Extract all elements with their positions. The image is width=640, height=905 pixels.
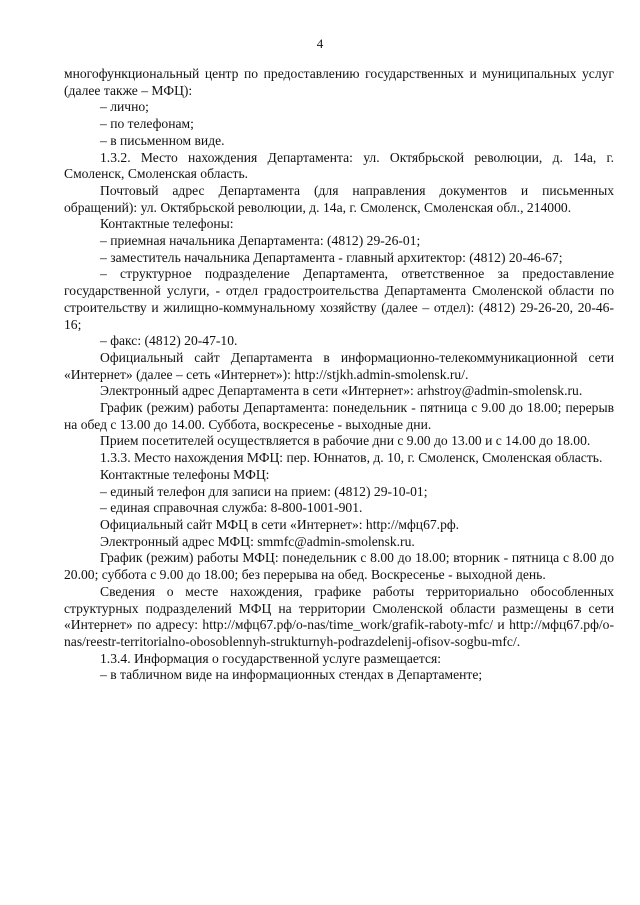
list-item-info-stands: – в табличном виде на информационных стендах в Департаменте;	[100, 667, 483, 683]
paragraph-mfc-location: 1.3.3. Место нахождения МФЦ: пер. Юннатов, д. 10, г. Смоленск, Смоленская область.	[100, 450, 603, 466]
list-item-department-unit: – структурное подразделение Департамента, ответственное за предоставление государственной услуги, - отдел градостроительства Департамента Смоленской области по строительству и жилищно-коммунальному хозяйству (далее – отдел): (4812) 29-26-20, 20-46-16;	[64, 266, 614, 332]
list-item-mfc-helpline: – единая справочная служба: 8-800-1001-901.	[100, 500, 363, 516]
list-item-written: – в письменном виде.	[100, 132, 225, 148]
document-body	[64, 66, 614, 684]
paragraph-mfc-phones-heading: Контактные телефоны МФЦ:	[100, 466, 270, 482]
paragraph-mfc-branches: Сведения о месте нахождения, графике работы территориально обособленных структурных подразделений МФЦ на территории Смоленской области размещены в сети «Интернет» по адресу: http://мфц67.рф/o-nas/time_work/grafik-raboty-mfc/ и http://мфц67.рф/o-nas/reestr-territorialno-obosoblennyh-strukturnyh-podrazdelenij-ofisov-sogbu-mfc/.	[64, 583, 614, 649]
paragraph-info-placement: 1.3.4. Информация о государственной услуге размещается:	[100, 650, 442, 666]
list-item-in-person: – лично;	[100, 99, 149, 115]
paragraph-work-schedule: График (режим) работы Департамента: понедельник - пятница с 9.00 до 18.00; перерыв на обед с 13.00 до 14.00. Суббота, воскресенье - выходные дни.	[64, 400, 614, 432]
paragraph-mfc-site: Официальный сайт МФЦ в сети «Интернет»: http://мфц67.рф.	[100, 516, 460, 532]
paragraph-reception-hours: Прием посетителей осуществляется в рабочие дни с 9.00 до 13.00 и с 14.00 до 18.00.	[100, 433, 591, 449]
paragraph-mfc-email: Электронный адрес МФЦ: smmfc@admin-smolensk.ru.	[100, 533, 415, 549]
paragraph-department-location: 1.3.2. Место нахождения Департамента: ул. Октябрьской революции, д. 14а, г. Смоленск, Смоленская область.	[64, 149, 614, 182]
list-item-deputy-phone: – заместитель начальника Департамента - главный архитектор: (4812) 20-46-67;	[100, 249, 563, 265]
paragraph-mfc-intro: многофункциональный центр по предоставлению государственных и муниципальных услуг (далее также – МФЦ):	[64, 66, 614, 98]
list-item-phone: – по телефонам;	[100, 116, 194, 132]
paragraph-postal-address: Почтовый адрес Департамента (для направления документов и письменных обращений): ул. Октябрьской революции, д. 14а, г. Смоленск, Смоленская обл., 214000.	[64, 182, 614, 215]
list-item-reception-phone: – приемная начальника Департамента: (4812) 29-26-01;	[100, 233, 421, 249]
list-item-mfc-booking-phone: – единый телефон для записи на прием: (4812) 29-10-01;	[100, 483, 428, 499]
paragraph-email: Электронный адрес Департамента в сети «Интернет»: arhstroy@admin-smolensk.ru.	[100, 383, 583, 399]
paragraph-contact-phones-heading: Контактные телефоны:	[100, 216, 234, 232]
paragraph-official-site: Официальный сайт Департамента в информационно-телекоммуникационной сети «Интернет» (далее – сеть «Интернет»): http://stjkh.admin-smolensk.ru/.	[64, 349, 614, 382]
paragraph-mfc-schedule: График (режим) работы МФЦ: понедельник с 8.00 до 18.00; вторник - пятница с 8.00 до 20.00; суббота с 9.00 до 18.00; без перерыва на обед. Воскресенье - выходной день.	[64, 550, 614, 583]
page-number: 4	[316, 36, 324, 51]
list-item-fax: – факс: (4812) 20-47-10.	[100, 333, 238, 349]
